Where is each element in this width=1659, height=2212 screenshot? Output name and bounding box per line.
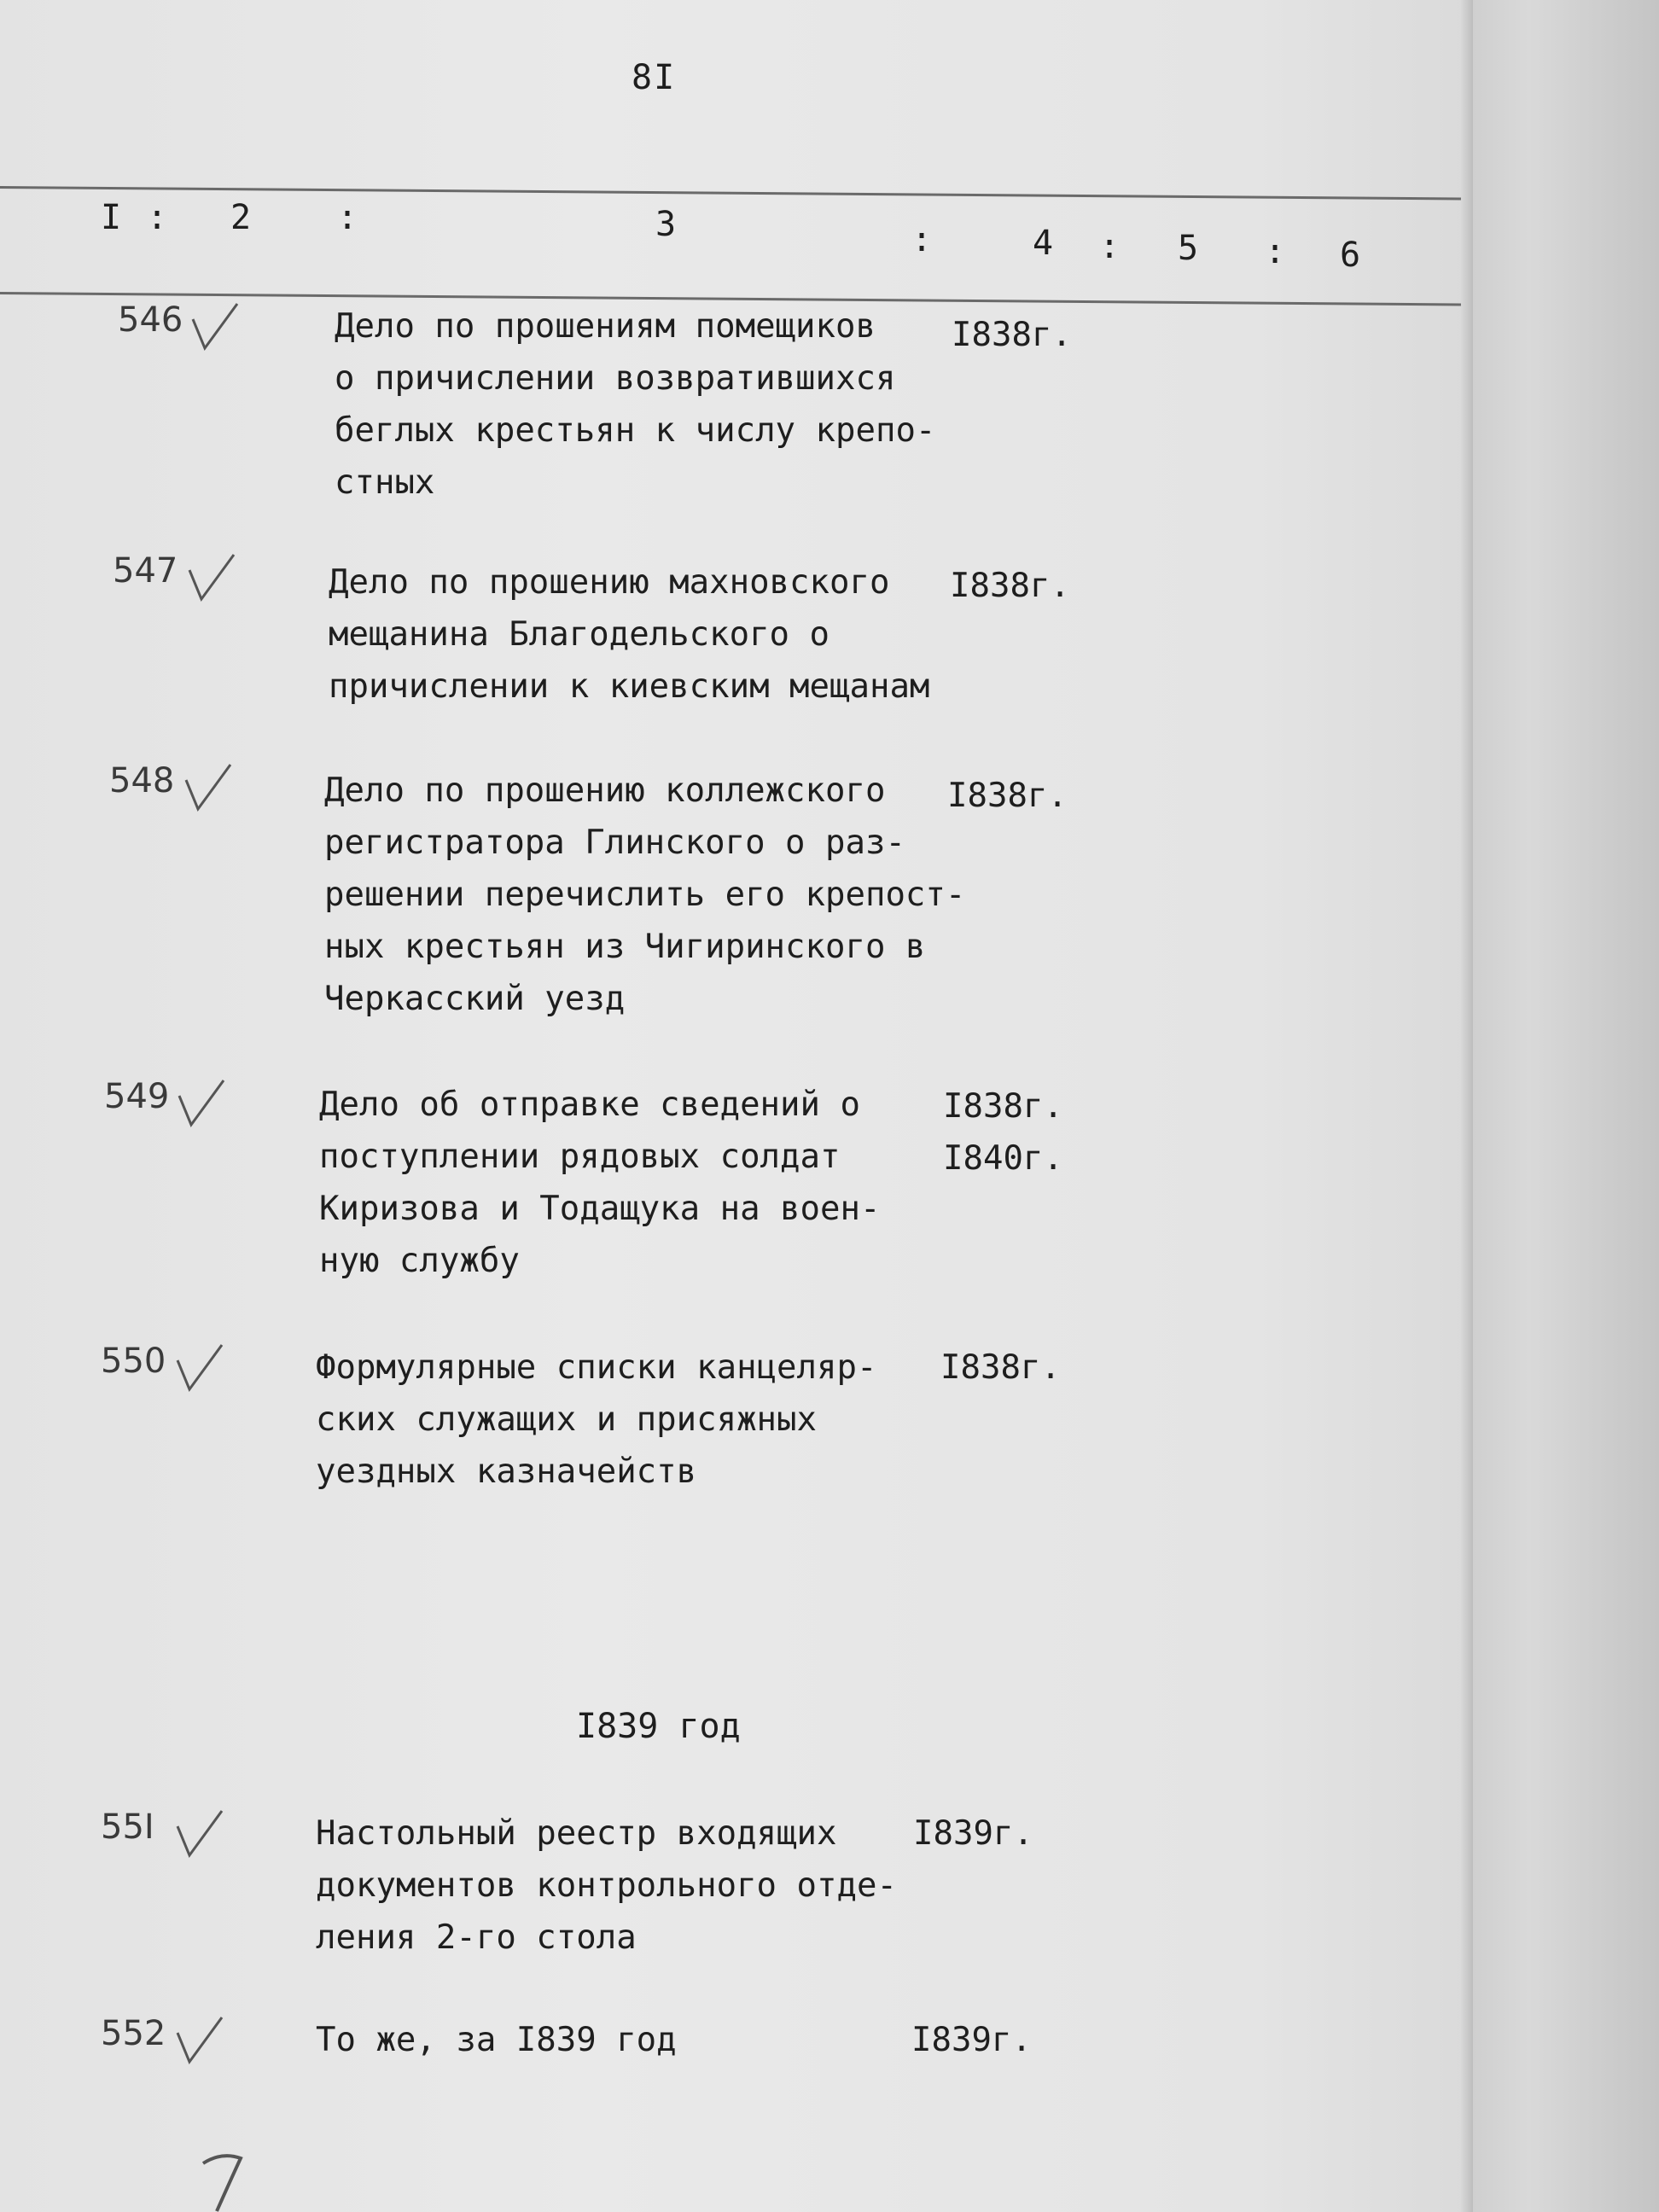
entry-number: 550 bbox=[101, 1342, 166, 1381]
entry-title: То же, за I839 год bbox=[316, 2021, 677, 2059]
column-separator: : bbox=[147, 198, 168, 237]
entry-date: I838г. bbox=[947, 777, 1068, 815]
page-edge bbox=[1461, 0, 1473, 2212]
entry-date: I838г. bbox=[950, 567, 1070, 605]
entry-number: 55I bbox=[101, 1807, 154, 1847]
entry-number: 546 bbox=[118, 300, 183, 340]
check-icon bbox=[176, 1077, 227, 1128]
check-icon bbox=[189, 300, 241, 352]
entry-number: 547 bbox=[113, 551, 178, 591]
entry-number: 548 bbox=[109, 761, 175, 800]
entry-title: Настольный реестр входящих документов контрольного отде- ления 2-го стола bbox=[316, 1814, 897, 1957]
entry-title: Дело по прошению махновского мещанина Благодельского о причислении к киевским мещанам bbox=[329, 563, 930, 706]
entry-number: 549 bbox=[104, 1077, 170, 1116]
underlying-sheet bbox=[1473, 0, 1659, 2212]
check-icon bbox=[183, 761, 234, 812]
pencil-mark-icon bbox=[188, 2146, 265, 2212]
entry-title: Дело по прошению коллежского регистратора Глинского о раз- решении перечислить его крепост- ных крестьян из Чигиринского в Черкасский уезд bbox=[324, 771, 966, 1018]
column-header: 4 bbox=[1033, 224, 1054, 263]
section-heading: I839 год bbox=[576, 1707, 741, 1746]
column-header: 6 bbox=[1340, 236, 1361, 275]
column-separator: : bbox=[1265, 232, 1286, 271]
check-icon bbox=[174, 1807, 225, 1859]
column-header: 5 bbox=[1178, 229, 1199, 268]
entry-date: I838г. bbox=[940, 1348, 1061, 1387]
page-number: 8I bbox=[632, 58, 677, 97]
check-icon bbox=[174, 2014, 225, 2065]
entry-title: Дело об отправке сведений о поступлении рядовых солдат Киризова и Тодащука на воен- ную службу bbox=[319, 1086, 881, 1280]
entry-title: Дело по прошениям помещиков о причислении возвратившихся беглых крестьян к числу крепо- стных bbox=[335, 307, 936, 502]
entry-date: I839г. bbox=[911, 2021, 1032, 2059]
column-separator: : bbox=[911, 220, 933, 259]
entry-date: I838г. bbox=[952, 316, 1072, 354]
entry-title: Формулярные списки канцеляр- ских служащих и присяжных уездных казначейств bbox=[316, 1348, 877, 1491]
column-separator: : bbox=[1099, 227, 1121, 266]
entry-date: I838г. I840г. bbox=[943, 1087, 1063, 1178]
column-header: I bbox=[101, 198, 122, 237]
column-header: 3 bbox=[655, 205, 677, 244]
check-icon bbox=[186, 551, 237, 602]
entry-date: I839г. bbox=[913, 1814, 1033, 1853]
entry-number: 552 bbox=[101, 2014, 166, 2053]
column-separator: : bbox=[337, 198, 358, 237]
column-header: 2 bbox=[230, 198, 252, 237]
check-icon bbox=[174, 1342, 225, 1393]
